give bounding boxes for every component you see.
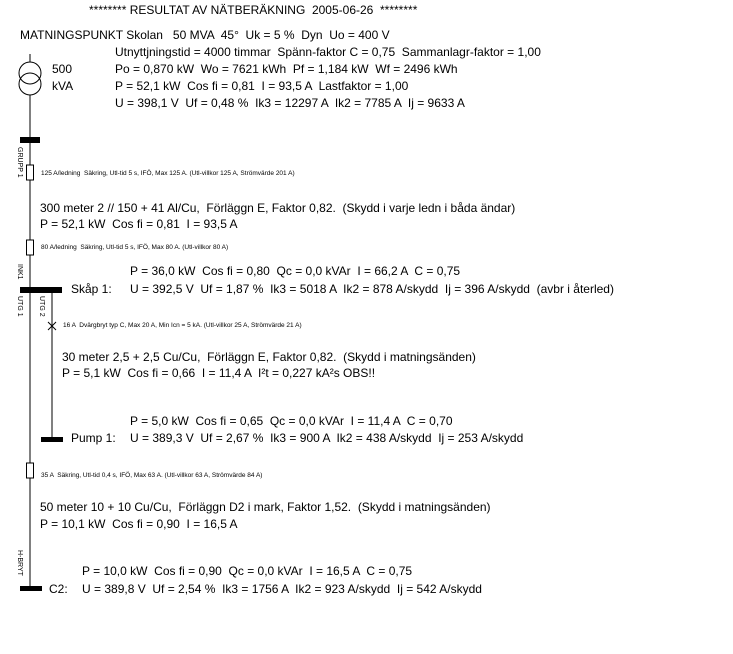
pump1-name: Pump 1:	[71, 431, 116, 445]
label-utg2: UTG 2	[38, 296, 45, 317]
report-title: ******** RESULTAT AV NÄTBERÄKNING 2005-06-26 ********	[89, 3, 418, 17]
fuse-3	[27, 463, 34, 478]
label-utg1: UTG 1	[16, 296, 23, 317]
fuse-1	[27, 165, 34, 180]
pump1-results: U = 389,3 V Uf = 2,67 % Ik3 = 900 A Ik2 = 438 A/skydd Ij = 253 A/skydd	[130, 431, 524, 445]
supply-line-4: P = 52,1 kW Cos fi = 0,81 I = 93,5 A Lastfaktor = 1,00	[115, 79, 409, 93]
cable-2-load: P = 5,1 kW Cos fi = 0,66 I = 11,4 A I²t = 0,227 kA²s OBS!!	[62, 366, 376, 380]
fuse-3-spec: 35 A Säkring, Utl-tid 0,4 s, IFÖ, Max 63 A. (Utl-villkor 63 A, Strömvärde 84 A)	[41, 472, 263, 479]
skap1-load: P = 36,0 kW Cos fi = 0,80 Qc = 0,0 kVAr I = 66,2 A C = 0,75	[130, 264, 461, 278]
fuse-2-spec: 80 A/ledning Säkring, Utl-tid 5 s, IFÖ, Max 80 A. (Utl-villkor 80 A)	[41, 244, 229, 251]
supply-line-3: Po = 0,870 kW Wo = 7621 kWh Pf = 1,184 kW Wf = 2496 kWh	[115, 62, 458, 76]
cable-1-load: P = 52,1 kW Cos fi = 0,81 I = 93,5 A	[40, 217, 238, 231]
label-ink1: INK1	[16, 264, 23, 280]
main-busbar	[20, 137, 40, 143]
cable-2-spec: 30 meter 2,5 + 2,5 Cu/Cu, Förläggn E, Faktor 0,82. (Skydd i matningsänden)	[62, 350, 476, 364]
skap1-results: U = 392,5 V Uf = 1,87 % Ik3 = 5018 A Ik2 = 878 A/skydd Ij = 396 A/skydd (avbr i återled)	[130, 282, 614, 296]
transformer-rating-unit: kVA	[52, 79, 74, 93]
label-hbryt: H-BRYT	[16, 550, 23, 576]
c2-results: U = 389,8 V Uf = 2,54 % Ik3 = 1756 A Ik2 = 923 A/skydd Ij = 542 A/skydd	[82, 582, 482, 596]
c2-busbar	[20, 586, 42, 591]
cable-3-load: P = 10,1 kW Cos fi = 0,90 I = 16,5 A	[40, 517, 238, 531]
c2-load: P = 10,0 kW Cos fi = 0,90 Qc = 0,0 kVAr I = 16,5 A C = 0,75	[82, 564, 413, 578]
breaker-1-spec: 16 A Dvärgbryt typ C, Max 20 A, Min Icn = 5 kA. (Utl-villkor 25 A, Strömvärde 21 A)	[63, 322, 302, 329]
supply-line-5: U = 398,1 V Uf = 0,48 % Ik3 = 12297 A Ik2 = 7785 A Ij = 9633 A	[115, 96, 465, 110]
supply-line-2: Utnyttjningstid = 4000 timmar Spänn-faktor C = 0,75 Sammanlagr-faktor = 1,00	[115, 45, 541, 59]
pump1-load: P = 5,0 kW Cos fi = 0,65 Qc = 0,0 kVAr I = 11,4 A C = 0,70	[130, 414, 453, 428]
cable-3-spec: 50 meter 10 + 10 Cu/Cu, Förläggn D2 i mark, Faktor 1,52. (Skydd i matningsänden)	[40, 500, 491, 514]
fuse-2	[27, 240, 34, 255]
skap1-busbar	[20, 287, 62, 293]
supply-line-1: MATNINGSPUNKT Skolan 50 MVA 45° Uk = 5 % Dyn Uo = 400 V	[20, 28, 390, 42]
pump1-busbar	[41, 437, 63, 442]
fuse-1-spec: 125 A/ledning Säkring, Utl-tid 5 s, IFÖ, Max 125 A. (Utl-villkor 125 A, Strömvärde 201 A)	[41, 170, 295, 177]
label-grupp1: GRUPP 1	[16, 147, 23, 178]
transformer-rating-value: 500	[52, 62, 73, 76]
skap1-name: Skåp 1:	[71, 282, 112, 296]
c2-name: C2:	[49, 582, 68, 596]
cable-1-spec: 300 meter 2 // 150 + 41 Al/Cu, Förläggn E, Faktor 0,82. (Skydd i varje ledn i båda ändar)	[40, 201, 516, 215]
